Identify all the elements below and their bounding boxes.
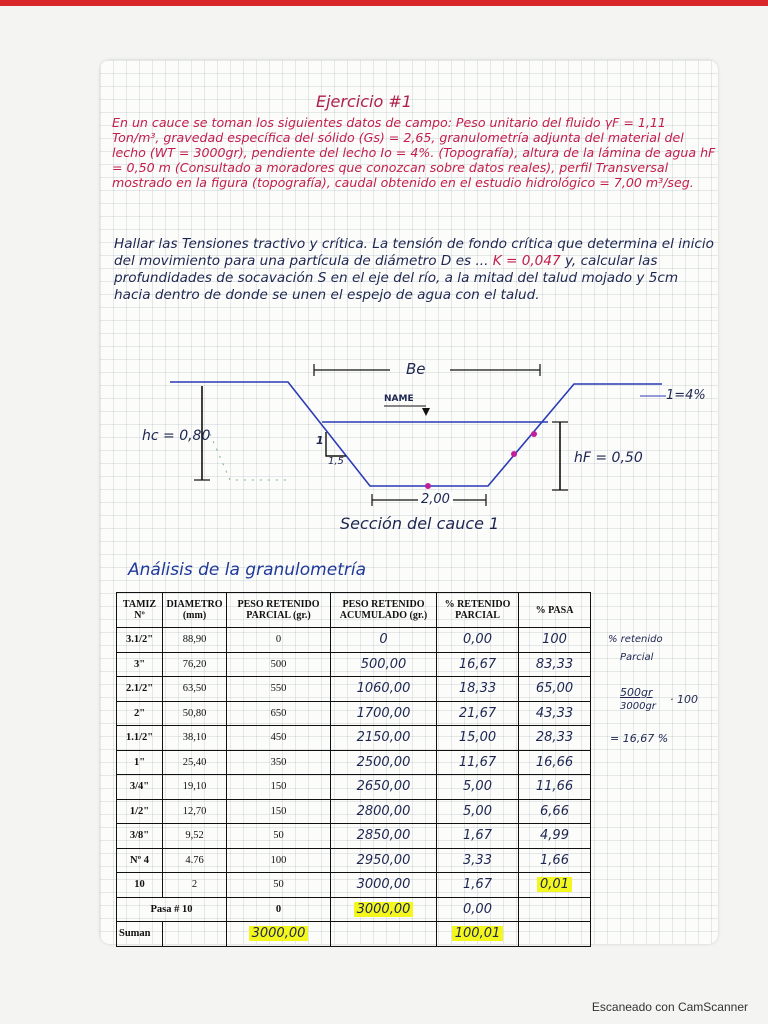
header-pasa: % PASA <box>519 593 591 628</box>
table-header-row <box>117 593 591 628</box>
table-row <box>117 652 591 677</box>
problem-statement: En un cauce se toman los siguientes datos de campo: Peso unitario del fluido γF = 1,11 Ton/m³, gravedad específica del sólido (Gs) = 2,65, granulometría adjunta del material del lecho (WT = 3000gr), pendiente del lecho Io = 4%. (Topografía), altura de la lámina de agua hF = 0,50 m (Consultado a moradores que conozcan sobre datos reales), perfil Transversal mostrado en la figura (topografía), caudal obtenido en el estudio hidrológico = 7,00 m³/seg. <box>112 115 716 190</box>
header-peso-acumulado: PESO RETENIDO ACUMULADO (gr.) <box>331 593 437 628</box>
cell-peso-acumulado: 2800,00 <box>331 799 437 824</box>
header-retenido-parcial: % RETENIDO PARCIAL <box>437 593 519 628</box>
cell-retenido-parcial: 21,67 <box>437 701 519 726</box>
cell-peso-parcial: 50 <box>227 824 331 849</box>
side-note-parcial: Parcial <box>620 652 654 663</box>
cell-tamiz: 3" <box>117 652 163 677</box>
granulometry-title: Análisis de la granulometría <box>128 560 366 580</box>
cell-peso-acumulado: 2850,00 <box>331 824 437 849</box>
cell-peso-acumulado: 2650,00 <box>331 775 437 800</box>
be-label: Be <box>406 360 426 378</box>
cell-diametro: 2 <box>163 873 227 898</box>
suman-empty-3 <box>519 922 591 947</box>
cell-tamiz: 3.1/2" <box>117 628 163 653</box>
cell-peso-parcial: 500 <box>227 652 331 677</box>
cell-peso-acumulado: 2500,00 <box>331 750 437 775</box>
name-label: NAME <box>384 394 414 404</box>
cell-peso-acumulado: 2950,00 <box>331 848 437 873</box>
header-tamiz: TAMIZ Nº <box>117 593 163 628</box>
cell-peso-acumulado: 1700,00 <box>331 701 437 726</box>
pasa-10-empty <box>519 897 591 922</box>
top-red-bar <box>0 0 768 6</box>
cell-tamiz: 2.1/2" <box>117 677 163 702</box>
cell-diametro: 19,10 <box>163 775 227 800</box>
cell-tamiz: 1.1/2" <box>117 726 163 751</box>
table-row <box>117 726 591 751</box>
cell-retenido-parcial: 5,00 <box>437 775 519 800</box>
table-row <box>117 799 591 824</box>
cell-tamiz: 3/4" <box>117 775 163 800</box>
cell-retenido-parcial: 11,67 <box>437 750 519 775</box>
pasa-10-row <box>117 897 591 922</box>
slope-label: 1=4% <box>666 388 706 403</box>
cell-pasa: 1,66 <box>519 848 591 873</box>
slope-horizontal-label: 1,5 <box>328 456 344 467</box>
cell-pasa: 43,33 <box>519 701 591 726</box>
section-caption: Sección del cauce 1 <box>340 514 500 533</box>
cell-retenido-parcial: 3,33 <box>437 848 519 873</box>
cell-peso-parcial: 0 <box>227 628 331 653</box>
table-row <box>117 775 591 800</box>
question-part-a: Hallar las Tensiones tractivo y crítica. La tensión de fondo crítica que determina el inicio del movimiento para una partícula de diámetro D es ... <box>114 236 714 269</box>
cell-pasa: 65,00 <box>519 677 591 702</box>
cell-peso-acumulado: 0 <box>331 628 437 653</box>
cell-pasa: 100 <box>519 628 591 653</box>
cell-retenido-parcial: 1,67 <box>437 824 519 849</box>
hc-label: hc = 0,80 <box>142 428 211 444</box>
pasa-final-highlight: 0,01 <box>537 877 572 892</box>
cell-tamiz: Nº 4 <box>117 848 163 873</box>
pasa-10-value: 0 <box>227 897 331 922</box>
table-row <box>117 677 591 702</box>
cell-diametro: 12,70 <box>163 799 227 824</box>
scanner-watermark: Escaneado con CamScanner <box>591 1000 748 1014</box>
cell-peso-parcial: 550 <box>227 677 331 702</box>
cell-peso-acumulado: 500,00 <box>331 652 437 677</box>
cell-diametro: 4.76 <box>163 848 227 873</box>
cell-peso-parcial: 50 <box>227 873 331 898</box>
green-sketch-line <box>210 434 290 480</box>
pasa-10-retenido: 0,00 <box>437 897 519 922</box>
table-row <box>117 824 591 849</box>
question-part-b: y, calcular las profundidades de socavación S en el eje del río, a la mitad del talud mojado y 5cm hacia dentro de donde se unen el espejo de agua con el talud. <box>114 253 679 303</box>
cell-tamiz: 10 <box>117 873 163 898</box>
pasa-10-acumulado <box>331 897 437 922</box>
cell-diametro: 88,90 <box>163 628 227 653</box>
side-note-times-100: · 100 <box>670 693 698 706</box>
cell-retenido-parcial: 5,00 <box>437 799 519 824</box>
suman-row <box>117 922 591 947</box>
k-value: K = 0,047 <box>492 253 561 269</box>
cell-peso-acumulado: 3000,00 <box>331 873 437 898</box>
cell-peso-parcial: 350 <box>227 750 331 775</box>
cell-pasa: 28,33 <box>519 726 591 751</box>
channel-profile-line <box>170 382 662 486</box>
side-note-retenido: % retenido <box>608 634 663 645</box>
table-row <box>117 750 591 775</box>
suman-empty-1 <box>163 922 227 947</box>
cell-diametro: 38,10 <box>163 726 227 751</box>
cell-peso-parcial: 450 <box>227 726 331 751</box>
cell-retenido-parcial: 18,33 <box>437 677 519 702</box>
header-peso-parcial: PESO RETENIDO PARCIAL (gr.) <box>227 593 331 628</box>
slope-midpoint <box>511 451 517 457</box>
cell-pasa: 4,99 <box>519 824 591 849</box>
cell-peso-parcial: 150 <box>227 799 331 824</box>
cell-tamiz: 1" <box>117 750 163 775</box>
suman-ret-highlight: 100,01 <box>452 926 504 941</box>
name-marker-arrow <box>422 408 430 416</box>
cell-tamiz: 3/8" <box>117 824 163 849</box>
side-note-denominator: 3000gr <box>620 701 656 712</box>
cell-retenido-parcial: 15,00 <box>437 726 519 751</box>
channel-cross-section-diagram <box>100 350 718 550</box>
pasa-acum-highlight: 3000,00 <box>354 902 414 917</box>
table-row <box>117 848 591 873</box>
cell-pasa <box>519 873 591 898</box>
table-row <box>117 628 591 653</box>
suman-parcial-highlight: 3000,00 <box>249 926 309 941</box>
cell-pasa: 11,66 <box>519 775 591 800</box>
slope-edge-point <box>531 431 537 437</box>
exercise-title: Ejercicio #1 <box>316 92 412 111</box>
cell-pasa: 6,66 <box>519 799 591 824</box>
cell-diametro: 25,40 <box>163 750 227 775</box>
cell-tamiz: 1/2" <box>117 799 163 824</box>
cell-retenido-parcial: 16,67 <box>437 652 519 677</box>
cell-peso-parcial: 650 <box>227 701 331 726</box>
cell-diametro: 9,52 <box>163 824 227 849</box>
suman-parcial <box>227 922 331 947</box>
pasa-10-label: Pasa # 10 <box>117 897 227 922</box>
slope-vertical-label: 1 <box>316 434 324 447</box>
header-diametro: DIAMETRO (mm) <box>163 593 227 628</box>
hf-label: hF = 0,50 <box>574 450 643 466</box>
cell-diametro: 76,20 <box>163 652 227 677</box>
suman-empty-2 <box>331 922 437 947</box>
table-row <box>117 873 591 898</box>
axis-point <box>425 483 431 489</box>
cell-peso-acumulado: 1060,00 <box>331 677 437 702</box>
suman-label: Suman <box>117 922 163 947</box>
cell-diametro: 63,50 <box>163 677 227 702</box>
granulometry-table <box>116 592 591 947</box>
side-note-result: = 16,67 % <box>610 732 669 745</box>
cell-peso-parcial: 150 <box>227 775 331 800</box>
cell-retenido-parcial: 1,67 <box>437 873 519 898</box>
cell-peso-acumulado: 2150,00 <box>331 726 437 751</box>
problem-question <box>114 236 714 304</box>
cell-pasa: 83,33 <box>519 652 591 677</box>
cell-pasa: 16,66 <box>519 750 591 775</box>
cell-peso-parcial: 100 <box>227 848 331 873</box>
suman-retenido <box>437 922 519 947</box>
table-row <box>117 701 591 726</box>
side-note-numerator: 500gr <box>620 686 653 699</box>
cell-retenido-parcial: 0,00 <box>437 628 519 653</box>
cell-tamiz: 2" <box>117 701 163 726</box>
bottom-width-label: 2,00 <box>418 492 453 507</box>
cell-diametro: 50,80 <box>163 701 227 726</box>
